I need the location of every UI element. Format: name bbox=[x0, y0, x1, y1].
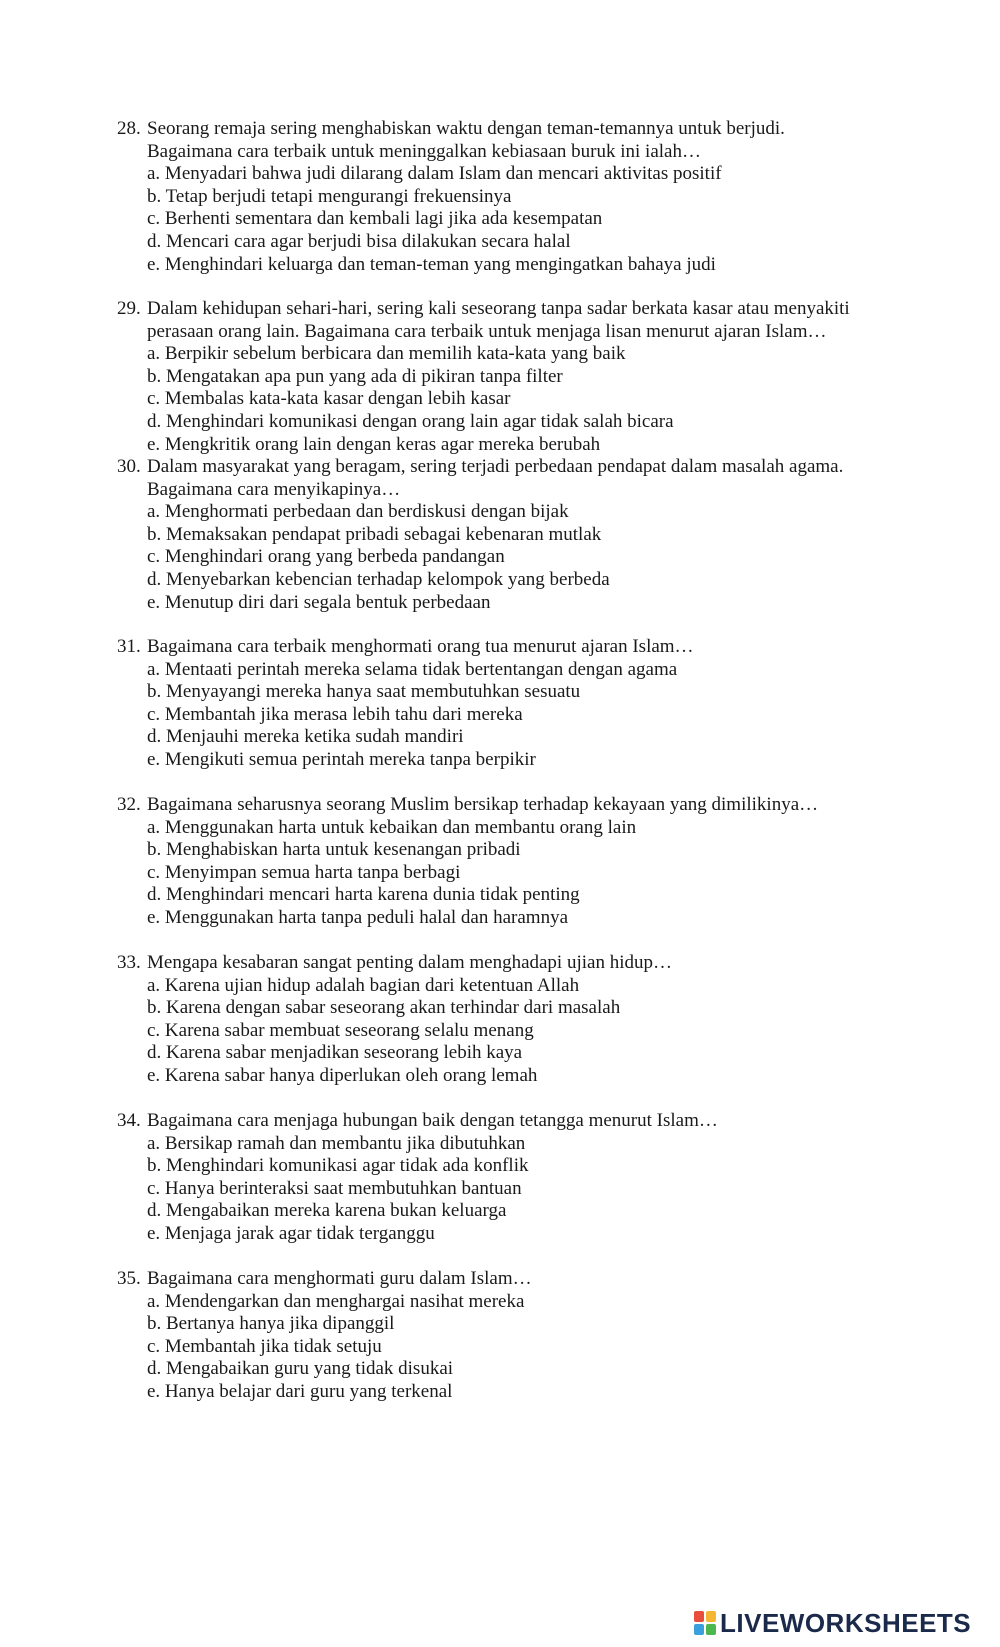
option-c[interactable]: c. Membalas kata-kata kasar dengan lebih kasar bbox=[147, 388, 511, 410]
stem-line: perasaan orang lain. Bagaimana cara terbaik untuk menjaga lisan menurut ajaran Islam… bbox=[147, 320, 827, 342]
option-d[interactable]: d. Menjauhi mereka ketika sudah mandiri bbox=[147, 726, 464, 748]
option-d[interactable]: d. Karena sabar menjadikan seseorang lebih kaya bbox=[147, 1042, 523, 1064]
question-33 bbox=[117, 952, 897, 1088]
stem-line: Dalam masyarakat yang beragam, sering terjadi perbedaan pendapat dalam masalah agama. bbox=[147, 456, 844, 477]
option-b[interactable]: b. Menghindari komunikasi agar tidak ada konflik bbox=[147, 1155, 529, 1177]
question-30 bbox=[117, 456, 897, 614]
question-stem bbox=[117, 118, 897, 163]
question-stem bbox=[117, 636, 897, 659]
option-b[interactable]: b. Karena dengan sabar seseorang akan terhindar dari masalah bbox=[147, 997, 621, 1019]
option-b[interactable]: b. Menghabiskan harta untuk kesenangan pribadi bbox=[147, 839, 521, 861]
question-number: 31. bbox=[117, 636, 141, 657]
question-number: 29. bbox=[117, 298, 141, 319]
option-c[interactable]: c. Berhenti sementara dan kembali lagi jika ada kesempatan bbox=[147, 208, 603, 230]
option-e[interactable]: e. Menjaga jarak agar tidak terganggu bbox=[147, 1222, 435, 1244]
option-c[interactable]: c. Membantah jika tidak setuju bbox=[147, 1335, 382, 1357]
logo-square bbox=[694, 1624, 704, 1635]
option-b[interactable]: b. Menyayangi mereka hanya saat membutuhkan sesuatu bbox=[147, 681, 581, 703]
option-b[interactable]: b. Mengatakan apa pun yang ada di pikiran tanpa filter bbox=[147, 365, 563, 387]
question-stem bbox=[117, 1110, 897, 1133]
option-c[interactable]: c. Membantah jika merasa lebih tahu dari mereka bbox=[147, 703, 523, 725]
option-a[interactable]: a. Berpikir sebelum berbicara dan memilih kata-kata yang baik bbox=[147, 343, 626, 365]
question-28 bbox=[117, 118, 897, 276]
question-stem bbox=[117, 952, 897, 975]
option-b[interactable]: b. Bertanya hanya jika dipanggil bbox=[147, 1313, 395, 1335]
question-number: 30. bbox=[117, 456, 141, 477]
option-d[interactable]: d. Menyebarkan kebencian terhadap kelompok yang berbeda bbox=[147, 568, 610, 590]
stem-line: Dalam kehidupan sehari-hari, sering kali seseorang tanpa sadar berkata kasar atau menyakiti bbox=[147, 298, 850, 319]
option-a[interactable]: a. Mendengarkan dan menghargai nasihat mereka bbox=[147, 1290, 525, 1312]
option-a[interactable]: a. Mentaati perintah mereka selama tidak bertentangan dengan agama bbox=[147, 658, 678, 680]
option-c[interactable]: c. Hanya berinteraksi saat membutuhkan bantuan bbox=[147, 1177, 522, 1199]
option-a[interactable]: a. Menghormati perbedaan dan berdiskusi dengan bijak bbox=[147, 501, 569, 523]
question-31 bbox=[117, 636, 897, 772]
option-a[interactable]: a. Karena ujian hidup adalah bagian dari ketentuan Allah bbox=[147, 974, 580, 996]
stem-line: Bagaimana seharusnya seorang Muslim bersikap terhadap kekayaan yang dimilikinya… bbox=[147, 794, 819, 815]
option-a[interactable]: a. Menyadari bahwa judi dilarang dalam Islam dan mencari aktivitas positif bbox=[147, 163, 722, 185]
stem-line: Seorang remaja sering menghabiskan waktu dengan teman-temannya untuk berjudi. bbox=[147, 118, 785, 139]
logo-square bbox=[706, 1611, 716, 1622]
question-number: 33. bbox=[117, 952, 141, 973]
stem-line: Bagaimana cara menghormati guru dalam Islam… bbox=[147, 1268, 532, 1289]
question-stem bbox=[117, 1268, 897, 1291]
question-29 bbox=[117, 298, 897, 456]
question-stem bbox=[117, 456, 897, 501]
option-e[interactable]: e. Menutup diri dari segala bentuk perbedaan bbox=[147, 591, 491, 613]
stem-line: Bagaimana cara menjaga hubungan baik dengan tetangga menurut Islam… bbox=[147, 1110, 718, 1131]
option-e[interactable]: e. Menghindari keluarga dan teman-teman yang mengingatkan bahaya judi bbox=[147, 253, 716, 275]
option-e[interactable]: e. Karena sabar hanya diperlukan oleh orang lemah bbox=[147, 1064, 538, 1086]
option-d[interactable]: d. Menghindari komunikasi dengan orang lain agar tidak salah bicara bbox=[147, 410, 674, 432]
question-35 bbox=[117, 1268, 897, 1404]
option-b[interactable]: b. Tetap berjudi tetapi mengurangi frekuensinya bbox=[147, 185, 512, 207]
option-c[interactable]: c. Karena sabar membuat seseorang selalu menang bbox=[147, 1019, 534, 1041]
option-c[interactable]: c. Menghindari orang yang berbeda pandangan bbox=[147, 546, 505, 568]
option-c[interactable]: c. Menyimpan semua harta tanpa berbagi bbox=[147, 861, 461, 883]
option-d[interactable]: d. Mengabaikan guru yang tidak disukai bbox=[147, 1358, 454, 1380]
question-number: 28. bbox=[117, 118, 141, 139]
question-number: 32. bbox=[117, 794, 141, 815]
question-number: 35. bbox=[117, 1268, 141, 1289]
option-b[interactable]: b. Memaksakan pendapat pribadi sebagai kebenaran mutlak bbox=[147, 523, 602, 545]
liveworksheets-logo-icon bbox=[694, 1611, 716, 1635]
option-e[interactable]: e. Mengkritik orang lain dengan keras agar mereka berubah bbox=[147, 433, 601, 455]
stem-line: Mengapa kesabaran sangat penting dalam menghadapi ujian hidup… bbox=[147, 952, 672, 973]
option-e[interactable]: e. Menggunakan harta tanpa peduli halal dan haramnya bbox=[147, 906, 568, 928]
option-d[interactable]: d. Mencari cara agar berjudi bisa dilakukan secara halal bbox=[147, 230, 571, 252]
question-stem bbox=[117, 298, 897, 343]
logo-square bbox=[706, 1624, 716, 1635]
stem-line: Bagaimana cara terbaik menghormati orang tua menurut ajaran Islam… bbox=[147, 636, 694, 657]
logo-square bbox=[694, 1611, 704, 1622]
option-a[interactable]: a. Menggunakan harta untuk kebaikan dan membantu orang lain bbox=[147, 816, 637, 838]
stem-line: Bagaimana cara terbaik untuk meninggalkan kebiasaan buruk ini ialah… bbox=[147, 140, 701, 162]
option-d[interactable]: d. Mengabaikan mereka karena bukan keluarga bbox=[147, 1200, 507, 1222]
option-a[interactable]: a. Bersikap ramah dan membantu jika dibutuhkan bbox=[147, 1132, 526, 1154]
liveworksheets-logo[interactable] bbox=[694, 1607, 994, 1639]
question-number: 34. bbox=[117, 1110, 141, 1131]
question-stem bbox=[117, 794, 897, 817]
question-34 bbox=[117, 1110, 897, 1246]
stem-line: Bagaimana cara menyikapinya… bbox=[147, 478, 401, 500]
option-e[interactable]: e. Mengikuti semua perintah mereka tanpa berpikir bbox=[147, 748, 536, 770]
option-e[interactable]: e. Hanya belajar dari guru yang terkenal bbox=[147, 1380, 453, 1402]
option-d[interactable]: d. Menghindari mencari harta karena dunia tidak penting bbox=[147, 884, 580, 906]
question-32 bbox=[117, 794, 897, 930]
liveworksheets-logo-text: LIVEWORKSHEETS bbox=[720, 1607, 972, 1638]
